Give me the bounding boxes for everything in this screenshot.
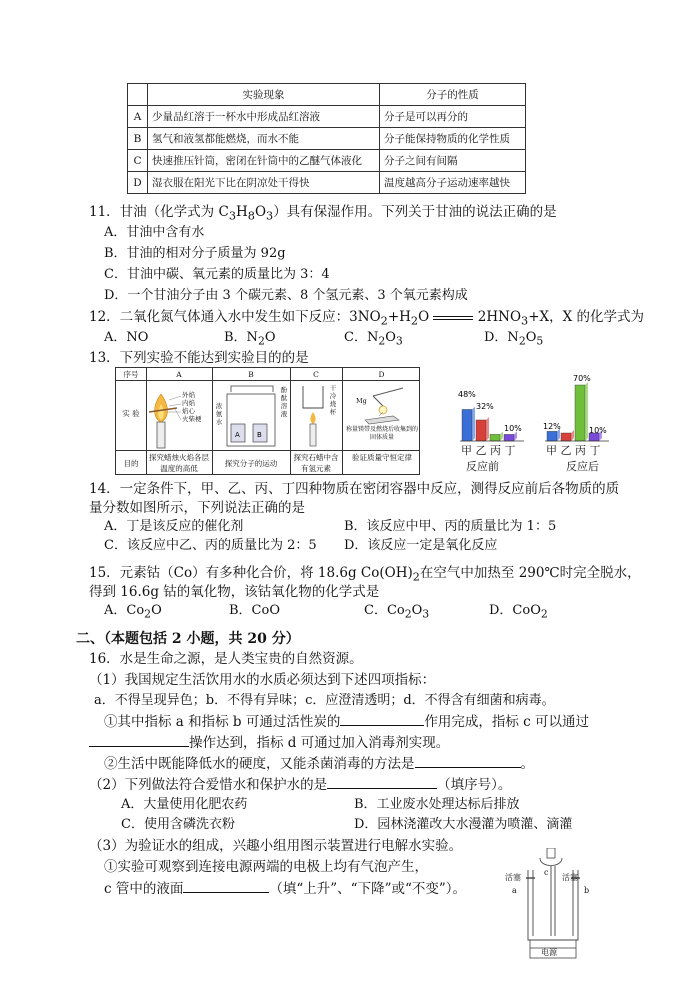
subscript: 2 [380, 314, 388, 328]
figure-header-cell: 序号 [123, 370, 139, 379]
equals-sign [433, 313, 473, 323]
question-13-stem: 13．下列实验不能达到实验目的的是 [89, 350, 309, 366]
table-row [128, 150, 526, 172]
question-12-stem [89, 308, 644, 331]
q12-option-b [224, 329, 276, 351]
label-ammonia: 浓氨水 [215, 402, 223, 426]
figure-row-label: 目的 [123, 459, 139, 468]
q14-option-c: C．该反应中乙、丙的质量比为 2：5 [104, 538, 317, 553]
chart-bar [462, 409, 472, 441]
chart-after-label: 反应后 [566, 460, 599, 473]
question-14-line2: 量分数如图所示，下列说法正确的是 [89, 500, 305, 516]
table-cell: 分子之间有间隔 [380, 150, 526, 172]
q16-part3: （3）为验证水的组成，兴趣小组用图示装置进行电解水实验。 [89, 838, 463, 854]
table-cell: A [128, 106, 148, 128]
q16-part3-item1: ①实验可观察到连接电源两端的电极上均有气泡产生， [104, 859, 428, 875]
subscript: 2 [378, 334, 386, 348]
label-right-tap: 活塞 [562, 873, 578, 882]
experiment-figure-table [115, 367, 420, 475]
q12-option-c [344, 329, 403, 351]
text: +X，X 的化学式为 [528, 309, 645, 325]
q16-part2-option-b: B．工业废水处理达标后排放 [354, 797, 520, 812]
subscript: 2 [540, 607, 548, 621]
chart-bar-side [486, 417, 489, 441]
text: O [264, 330, 276, 345]
subscript: 2 [412, 570, 420, 584]
table-cell: 分子是可以再分的 [380, 106, 526, 128]
chart-value-label: 48% [458, 390, 476, 399]
subscript: 3 [422, 607, 430, 621]
label-tube-a: a [512, 886, 517, 895]
chart-before-reaction [458, 383, 530, 445]
electrolysis-apparatus-illustration [500, 848, 600, 960]
q16-part2-option-d: D．园林浇灌改大水漫灌为喷灌、滴灌 [354, 817, 573, 832]
candle-labels [182, 391, 202, 423]
text: A．Co [104, 603, 145, 618]
subscript: 2 [404, 607, 412, 621]
table-header-row [128, 84, 526, 106]
chart-value-label: 10% [504, 424, 522, 433]
table-cell: 温度越高分子运动速率越快 [380, 172, 526, 194]
molecule-property-table [127, 83, 526, 194]
label-phenolphthalein: 酚酞溶液 [280, 386, 288, 418]
figure-row-label: 实 验 [122, 409, 140, 418]
chart-bar [504, 434, 514, 441]
q16-part2-option-a: A．大量使用化肥农药 [121, 797, 248, 812]
chart-bar [476, 420, 486, 441]
question-11-stem [89, 203, 557, 226]
table-header-cell: 实验现象 [148, 84, 380, 106]
table-cell: C [128, 150, 148, 172]
q11-option-d: D．一个甘油分子由 3 个碳元素、8 个氢元素、3 个氧元素构成 [104, 288, 468, 303]
chart-value-label: 12% [543, 422, 561, 431]
text: 操作达到，指标 d 可通过加入消毒剂实现。 [189, 735, 450, 751]
text: D．CoO [489, 603, 541, 618]
table-cell: 氢气和液氢都能燃烧，而水不能 [148, 128, 380, 150]
figure-header-cell: C [313, 370, 319, 379]
chart-bar [575, 385, 585, 441]
q16-part3-item1-cont [104, 879, 466, 898]
chart-after-caption: 甲 乙 丙 丁 [546, 444, 601, 457]
q16-part1-item2 [104, 754, 534, 773]
label-left-tap: 活塞 [505, 873, 521, 882]
label-tube-b: b [584, 886, 590, 895]
text: ）具有保湿作用。下列关于甘油的说法正确的是 [273, 204, 557, 220]
q11-option-b: B．甘油的相对分子质量为 92g [104, 246, 286, 261]
q16-part2 [89, 775, 511, 794]
table-header-cell [128, 84, 148, 106]
answer-blank[interactable] [340, 712, 424, 726]
q16-part2-option-c: C．使用含磷洗衣粉 [121, 817, 235, 832]
chart-bar-side [472, 406, 475, 441]
label-mass-note: 称量镁带及燃烧后收集到的固体质量 [345, 426, 418, 441]
q15-option-d [489, 602, 548, 624]
chart-bar-side [571, 430, 574, 441]
table-cell: 快速推压针筒，密闭在针筒中的乙醚气体液化 [148, 150, 380, 172]
figure-header-cell: A [176, 370, 182, 379]
label-flame-core: 焰心 [182, 407, 195, 415]
text: c 管中的液面 [104, 881, 184, 897]
q11-option-a: A．甘油中含有水 [104, 225, 205, 240]
chart-before-caption: 甲 乙 丙 丁 [461, 444, 516, 457]
chart-bar [561, 433, 571, 441]
q15-option-c [364, 602, 429, 624]
answer-blank[interactable] [89, 733, 189, 747]
beaker-diffusion-illustration [213, 382, 289, 450]
chart-after-reaction [543, 373, 615, 445]
text: B．N [224, 330, 258, 345]
text: ②生活中既能降低水的硬度，又能杀菌消毒的方法是 [104, 756, 415, 772]
table-cell: 分子能保持物质的化学性质 [380, 128, 526, 150]
subscript: 8 [247, 209, 255, 223]
chart-value-label: 70% [573, 374, 591, 383]
subscript: 2 [257, 334, 265, 348]
chart-bar [490, 434, 500, 441]
text: D．N [484, 330, 519, 345]
table-cell: D [128, 172, 148, 194]
table-row [128, 106, 526, 128]
chart-value-label: 32% [476, 402, 494, 411]
table-cell: 湿衣服在阳光下比在阴凉处干得快 [148, 172, 380, 194]
text: 15．元素钴（Co）有多种化合价，将 18.6g Co(OH) [89, 565, 413, 581]
subscript: 2 [410, 314, 419, 328]
text: +H [387, 309, 411, 325]
q14-option-d: D．该反应一定是氧化反应 [344, 538, 498, 553]
goal-cell-c: 探究石蜡中含有氢元素 [293, 453, 339, 473]
table-row [128, 172, 526, 194]
table-header-cell: 分子的性质 [380, 84, 526, 106]
q16-part1: （1）我国规定生活饮用水的水质必须达到下述四项指标： [89, 672, 436, 688]
q14-option-a: A．丁是该反应的催化剂 [104, 519, 244, 534]
beaker-label-a: A [235, 431, 240, 439]
chart-bar [547, 431, 557, 441]
table-row [128, 128, 526, 150]
figure-header-cell: B [248, 370, 254, 379]
text: H [235, 204, 248, 220]
text: 2HNO [477, 309, 522, 325]
label-cold-beaker: 干冷烧杯 [329, 384, 337, 416]
text: C．Co [364, 603, 405, 618]
subscript: 2 [518, 334, 526, 348]
goal-cell-a: 探究蜡烛火焰各层温度的高低 [149, 453, 209, 473]
q16-part1-item1-cont [89, 733, 449, 752]
text: O [151, 603, 162, 618]
q16-part1-item1 [104, 712, 589, 731]
text: 12．二氧化氮气体通入水中发生如下反应：3NO [89, 309, 381, 325]
chart-bar-side [500, 431, 503, 441]
q11-option-c: C．甘油中碳、氧元素的质量比为 3：4 [104, 267, 330, 282]
table-cell: 少量品红溶于一杯水中形成品红溶液 [148, 106, 380, 128]
text: （填序号）。 [437, 777, 512, 793]
text: 11．甘油（化学式为 C [89, 204, 229, 220]
q14-option-b: B．该反应中甲、丙的质量比为 1：5 [344, 519, 557, 534]
label-power-source: 电源 [541, 948, 557, 957]
subscript: 3 [228, 209, 236, 223]
label-inner-flame: 内焰 [182, 399, 195, 407]
text: 。 [520, 756, 534, 772]
text: ①其中指标 a 和指标 b 可通过活性炭的 [104, 714, 341, 730]
subscript: 3 [395, 334, 403, 348]
q16-criteria-list: a．不得呈现异色；b．不得有异味；c．应澄清透明；d．不得含有细菌和病毒。 [94, 693, 555, 708]
question-16-stem: 16．水是生命之源，是人类宝贵的自然资源。 [89, 651, 363, 667]
text: （填“上升”、“下降”或“不变”）。 [269, 881, 467, 897]
answer-blank[interactable] [327, 775, 437, 789]
subscript: 5 [536, 334, 544, 348]
text: O [411, 603, 423, 618]
answer-blank[interactable] [183, 879, 269, 893]
text: 在空气中加热至 290℃时完全脱水， [419, 565, 641, 581]
text: O [385, 330, 396, 345]
text: O [254, 204, 267, 220]
beaker-label-b: B [257, 431, 262, 439]
q15-option-a [104, 602, 162, 624]
subscript: 2 [144, 607, 152, 621]
subscript: 3 [521, 314, 529, 328]
figure-header-cell: D [378, 370, 385, 379]
text: C．N [344, 330, 379, 345]
text: （2）下列做法符合爱惜水和保护水的是 [89, 777, 328, 793]
q12-option-a: A．NO [104, 330, 149, 345]
q12-option-d [484, 329, 543, 351]
label-match-stick: 火柴梗 [182, 415, 202, 423]
text: O [525, 330, 537, 345]
chart-before-label: 反应前 [466, 460, 499, 473]
question-15-line2: 得到 16.6g 钴的氧化物，该钴氧化物的化学式是 [89, 584, 380, 600]
label-tube-c: c [544, 868, 549, 877]
chart-value-label: 10% [589, 426, 607, 435]
text: O [418, 309, 430, 325]
question-14-line1: 14．一定条件下，甲、乙、丙、丁四种物质在密闭容器中反应，测得反应前后各物质的质 [89, 481, 620, 497]
section-title: 二、（本题包括 2 小题，共 20 分） [76, 631, 300, 647]
chart-bar-side [585, 382, 588, 441]
table-cell: B [128, 128, 148, 150]
goal-cell-b: 探究分子的运动 [224, 459, 278, 468]
q15-option-b: B．CoO [229, 603, 280, 618]
label-mg: Mg [356, 397, 367, 405]
goal-cell-d: 验证质量守恒定律 [352, 453, 412, 462]
label-outer-flame: 外焰 [182, 391, 195, 399]
answer-blank[interactable] [415, 754, 521, 768]
text: 作用完成，指标 c 可以通过 [424, 714, 590, 730]
subscript: 3 [266, 209, 274, 223]
